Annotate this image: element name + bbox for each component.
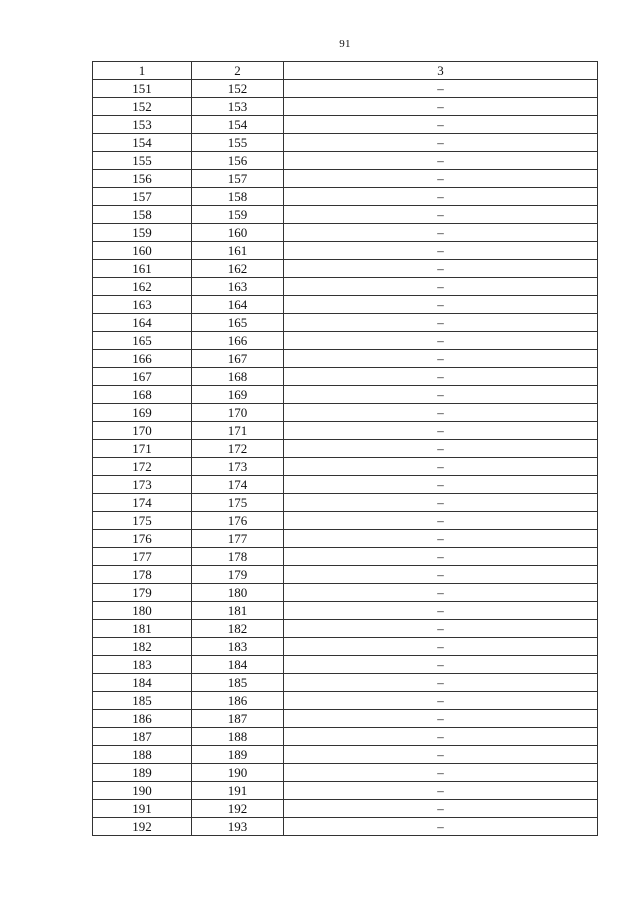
table-cell-col-2: 173 bbox=[192, 458, 284, 476]
table-cell-col-3: – bbox=[284, 224, 598, 242]
table-cell-col-3: – bbox=[284, 170, 598, 188]
table-cell-col-1: 192 bbox=[93, 818, 192, 836]
table-cell-col-3: – bbox=[284, 278, 598, 296]
table-row bbox=[93, 800, 598, 818]
table-cell-col-2: 154 bbox=[192, 116, 284, 134]
table-cell-col-1: 181 bbox=[93, 620, 192, 638]
table-row bbox=[93, 566, 598, 584]
table-cell-col-3: – bbox=[284, 818, 598, 836]
table-cell-col-1: 189 bbox=[93, 764, 192, 782]
table-row bbox=[93, 422, 598, 440]
table-cell-col-2: 168 bbox=[192, 368, 284, 386]
table-cell-col-2: 188 bbox=[192, 728, 284, 746]
table-row bbox=[93, 206, 598, 224]
table-cell-col-3: – bbox=[284, 296, 598, 314]
table-row bbox=[93, 368, 598, 386]
table-row bbox=[93, 494, 598, 512]
table-cell-col-3: – bbox=[284, 404, 598, 422]
table-cell-col-2: 153 bbox=[192, 98, 284, 116]
table-cell-col-2: 161 bbox=[192, 242, 284, 260]
table-cell-col-3: – bbox=[284, 674, 598, 692]
table-cell-col-2: 179 bbox=[192, 566, 284, 584]
table-row bbox=[93, 674, 598, 692]
table-cell-col-1: 166 bbox=[93, 350, 192, 368]
table-cell-col-2: 172 bbox=[192, 440, 284, 458]
table-cell-col-2: 163 bbox=[192, 278, 284, 296]
table-cell-col-3: – bbox=[284, 548, 598, 566]
table-cell-col-3: – bbox=[284, 584, 598, 602]
table-cell-col-1: 190 bbox=[93, 782, 192, 800]
table-cell-col-2: 185 bbox=[192, 674, 284, 692]
table-cell-col-3: – bbox=[284, 530, 598, 548]
page-number: 91 bbox=[339, 38, 351, 50]
table-cell-col-3: – bbox=[284, 368, 598, 386]
table-cell-col-1: 173 bbox=[93, 476, 192, 494]
table-cell-col-3: – bbox=[284, 692, 598, 710]
table-cell-col-1: 177 bbox=[93, 548, 192, 566]
table-row bbox=[93, 602, 598, 620]
table-cell-col-2: 180 bbox=[192, 584, 284, 602]
table-cell-col-1: 185 bbox=[93, 692, 192, 710]
table-cell-col-3: – bbox=[284, 764, 598, 782]
table-cell-col-2: 181 bbox=[192, 602, 284, 620]
table-cell-col-2: 178 bbox=[192, 548, 284, 566]
table-row bbox=[93, 224, 598, 242]
table-cell-col-3: – bbox=[284, 152, 598, 170]
table-row bbox=[93, 638, 598, 656]
table-cell-col-1: 178 bbox=[93, 566, 192, 584]
table-cell-col-1: 171 bbox=[93, 440, 192, 458]
table-row bbox=[93, 116, 598, 134]
table-row bbox=[93, 530, 598, 548]
table-cell-col-2: 164 bbox=[192, 296, 284, 314]
table-row bbox=[93, 746, 598, 764]
table-cell-col-1: 158 bbox=[93, 206, 192, 224]
table-cell-col-3: – bbox=[284, 746, 598, 764]
table-cell-col-2: 169 bbox=[192, 386, 284, 404]
table-cell-col-1: 188 bbox=[93, 746, 192, 764]
table-cell-col-2: 182 bbox=[192, 620, 284, 638]
table-cell-col-2: 193 bbox=[192, 818, 284, 836]
table-cell-col-2: 159 bbox=[192, 206, 284, 224]
table-cell-col-3: – bbox=[284, 350, 598, 368]
table-cell-col-1: 170 bbox=[93, 422, 192, 440]
table-cell-col-3: – bbox=[284, 494, 598, 512]
table-cell-col-1: 162 bbox=[93, 278, 192, 296]
table-cell-col-2: 162 bbox=[192, 260, 284, 278]
table-cell-col-2: 167 bbox=[192, 350, 284, 368]
table-cell-col-3: – bbox=[284, 80, 598, 98]
table-cell-col-2: 187 bbox=[192, 710, 284, 728]
table-row bbox=[93, 386, 598, 404]
table-cell-col-3: – bbox=[284, 332, 598, 350]
table-row bbox=[93, 134, 598, 152]
table-cell-col-1: 168 bbox=[93, 386, 192, 404]
table-row bbox=[93, 476, 598, 494]
table-cell-col-3: – bbox=[284, 620, 598, 638]
table-row bbox=[93, 458, 598, 476]
table-header bbox=[93, 62, 598, 80]
data-table bbox=[92, 61, 598, 836]
table-cell-col-3: – bbox=[284, 782, 598, 800]
table-cell-col-1: 154 bbox=[93, 134, 192, 152]
table-cell-col-2: 166 bbox=[192, 332, 284, 350]
table-cell-col-1: 153 bbox=[93, 116, 192, 134]
table-cell-col-1: 183 bbox=[93, 656, 192, 674]
table-cell-col-2: 190 bbox=[192, 764, 284, 782]
table-cell-col-3: – bbox=[284, 206, 598, 224]
table-cell-col-1: 156 bbox=[93, 170, 192, 188]
table-row bbox=[93, 782, 598, 800]
table-row bbox=[93, 440, 598, 458]
table-cell-col-1: 182 bbox=[93, 638, 192, 656]
table-cell-col-2: 155 bbox=[192, 134, 284, 152]
table-cell-col-2: 165 bbox=[192, 314, 284, 332]
column-header-1: 1 bbox=[93, 62, 192, 80]
table-cell-col-3: – bbox=[284, 656, 598, 674]
table-cell-col-1: 163 bbox=[93, 296, 192, 314]
table-row bbox=[93, 242, 598, 260]
table-row bbox=[93, 818, 598, 836]
table-cell-col-2: 183 bbox=[192, 638, 284, 656]
table-cell-col-1: 179 bbox=[93, 584, 192, 602]
table-cell-col-3: – bbox=[284, 638, 598, 656]
table-row bbox=[93, 152, 598, 170]
column-header-3: 3 bbox=[284, 62, 598, 80]
table-cell-col-1: 169 bbox=[93, 404, 192, 422]
table-row bbox=[93, 548, 598, 566]
table-cell-col-1: 175 bbox=[93, 512, 192, 530]
header-row bbox=[93, 62, 598, 80]
table-cell-col-3: – bbox=[284, 386, 598, 404]
table-cell-col-2: 176 bbox=[192, 512, 284, 530]
table-cell-col-2: 156 bbox=[192, 152, 284, 170]
table-row bbox=[93, 584, 598, 602]
table-row bbox=[93, 710, 598, 728]
table-cell-col-3: – bbox=[284, 602, 598, 620]
table-cell-col-3: – bbox=[284, 800, 598, 818]
table-cell-col-3: – bbox=[284, 512, 598, 530]
table-cell-col-3: – bbox=[284, 314, 598, 332]
table-cell-col-3: – bbox=[284, 422, 598, 440]
table-row bbox=[93, 656, 598, 674]
column-header-2: 2 bbox=[192, 62, 284, 80]
table-cell-col-2: 174 bbox=[192, 476, 284, 494]
table-cell-col-2: 189 bbox=[192, 746, 284, 764]
table-row bbox=[93, 278, 598, 296]
table-cell-col-1: 152 bbox=[93, 98, 192, 116]
table-cell-col-1: 186 bbox=[93, 710, 192, 728]
table-cell-col-3: – bbox=[284, 188, 598, 206]
table-cell-col-2: 186 bbox=[192, 692, 284, 710]
table-cell-col-1: 165 bbox=[93, 332, 192, 350]
table-cell-col-3: – bbox=[284, 476, 598, 494]
table-cell-col-2: 192 bbox=[192, 800, 284, 818]
table-cell-col-3: – bbox=[284, 728, 598, 746]
table-row bbox=[93, 404, 598, 422]
table-cell-col-2: 191 bbox=[192, 782, 284, 800]
table-cell-col-1: 160 bbox=[93, 242, 192, 260]
table-row bbox=[93, 350, 598, 368]
table-cell-col-1: 161 bbox=[93, 260, 192, 278]
table-cell-col-2: 177 bbox=[192, 530, 284, 548]
table-row bbox=[93, 692, 598, 710]
table-row bbox=[93, 314, 598, 332]
table-cell-col-1: 191 bbox=[93, 800, 192, 818]
table-row bbox=[93, 80, 598, 98]
table-cell-col-2: 152 bbox=[192, 80, 284, 98]
table-cell-col-1: 164 bbox=[93, 314, 192, 332]
table-row bbox=[93, 188, 598, 206]
table-cell-col-2: 157 bbox=[192, 170, 284, 188]
table-cell-col-1: 172 bbox=[93, 458, 192, 476]
table-row bbox=[93, 512, 598, 530]
table-cell-col-3: – bbox=[284, 440, 598, 458]
table-row bbox=[93, 260, 598, 278]
table-cell-col-1: 187 bbox=[93, 728, 192, 746]
table-row bbox=[93, 296, 598, 314]
table-cell-col-3: – bbox=[284, 710, 598, 728]
table-row bbox=[93, 98, 598, 116]
table-cell-col-2: 175 bbox=[192, 494, 284, 512]
table-cell-col-2: 158 bbox=[192, 188, 284, 206]
table-cell-col-3: – bbox=[284, 116, 598, 134]
table-row bbox=[93, 620, 598, 638]
table-cell-col-3: – bbox=[284, 566, 598, 584]
table-cell-col-1: 155 bbox=[93, 152, 192, 170]
table-cell-col-1: 157 bbox=[93, 188, 192, 206]
table-row bbox=[93, 728, 598, 746]
table-cell-col-1: 167 bbox=[93, 368, 192, 386]
table-body bbox=[93, 80, 598, 836]
table-cell-col-3: – bbox=[284, 260, 598, 278]
table-cell-col-3: – bbox=[284, 98, 598, 116]
table-cell-col-1: 184 bbox=[93, 674, 192, 692]
table-cell-col-1: 174 bbox=[93, 494, 192, 512]
table-cell-col-3: – bbox=[284, 242, 598, 260]
table-row bbox=[93, 170, 598, 188]
table-row bbox=[93, 332, 598, 350]
table-cell-col-1: 176 bbox=[93, 530, 192, 548]
table-row bbox=[93, 764, 598, 782]
table-cell-col-2: 184 bbox=[192, 656, 284, 674]
table-cell-col-2: 171 bbox=[192, 422, 284, 440]
table-cell-col-1: 159 bbox=[93, 224, 192, 242]
table-cell-col-1: 180 bbox=[93, 602, 192, 620]
table-cell-col-3: – bbox=[284, 458, 598, 476]
table-cell-col-2: 160 bbox=[192, 224, 284, 242]
table-cell-col-3: – bbox=[284, 134, 598, 152]
table-cell-col-2: 170 bbox=[192, 404, 284, 422]
table-cell-col-1: 151 bbox=[93, 80, 192, 98]
